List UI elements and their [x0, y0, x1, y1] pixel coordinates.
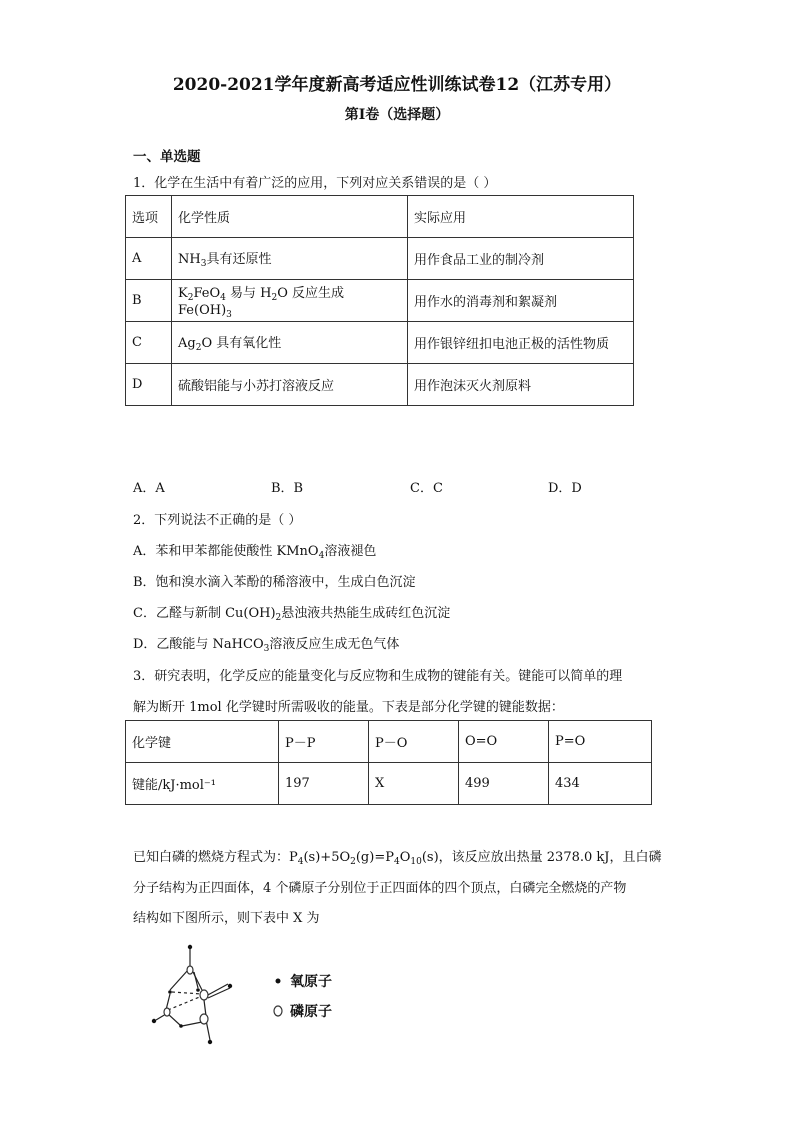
- phosphorus-atom: [187, 966, 193, 974]
- phosphorus-atom: [200, 1014, 208, 1024]
- oxygen-atom: [196, 988, 200, 992]
- choice-b[interactable]: B．B: [271, 481, 304, 496]
- section-heading: 一、单选题: [133, 149, 201, 165]
- question-2-option-a[interactable]: A．苯和甲苯都能使酸性 KMnO$_4$溶液褪色: [133, 544, 377, 561]
- question-3-paragraph-2: 分子结构为正四面体，4 个磷原子分别位于正四面体的四个顶点，白磷完全燃烧的产物: [133, 881, 627, 896]
- application-cell: 用作水的消毒剂和絮凝剂: [408, 280, 634, 322]
- property-cell: $K_2FeO_4$ 易与 $H_2O$ 反应生成 $Fe(OH)_3$: [172, 280, 408, 322]
- option-cell: A: [126, 238, 172, 280]
- value-cell: 434: [549, 763, 652, 805]
- row-label-cell: 键能/kJ·mol⁻¹: [126, 763, 279, 805]
- choice-c[interactable]: C．C: [410, 481, 443, 496]
- header-cell: P－O: [369, 721, 459, 763]
- question-2-stem: 2．下列说法不正确的是（ ）: [133, 513, 302, 528]
- legend-phosphorus-label: 磷原子: [290, 1004, 332, 1020]
- header-cell: 实际应用: [408, 196, 634, 238]
- table-row: [126, 364, 634, 406]
- section-subtitle: 第Ⅰ卷（选择题）: [344, 107, 450, 123]
- bond-energy-table: [125, 720, 652, 805]
- property-cell: $NH_3$具有还原性: [172, 238, 408, 280]
- oxygen-atom: [152, 1019, 156, 1023]
- oxygen-atom: [228, 984, 232, 988]
- phosphorus-atom: [200, 990, 208, 1000]
- option-cell: B: [126, 280, 172, 322]
- legend-oxygen-label: 氧原子: [290, 974, 332, 990]
- property-cell: $Ag_2O$ 具有氧化性: [172, 322, 408, 364]
- value-cell: 197: [279, 763, 369, 805]
- question-2-option-b[interactable]: B．饱和溴水滴入苯酚的稀溶液中，生成白色沉淀: [133, 575, 416, 590]
- p4o10-structure-diagram: [140, 940, 250, 1050]
- option-cell: C: [126, 322, 172, 364]
- question-3-paragraph-3: 结构如下图所示，则下表中 X 为: [133, 911, 320, 926]
- table-row: [126, 280, 634, 322]
- value-cell: 499: [459, 763, 549, 805]
- oxygen-atom: [188, 945, 192, 949]
- header-cell: P－P: [279, 721, 369, 763]
- header-cell: 化学键: [126, 721, 279, 763]
- header-cell: 选项: [126, 196, 172, 238]
- question-2-option-c[interactable]: C．乙醛与新制 $Cu(OH)_2$悬浊液共热能生成砖红色沉淀: [133, 606, 451, 623]
- oxygen-legend-icon: [273, 975, 283, 985]
- question-3-line-1: 3．研究表明，化学反应的能量变化与反应物和生成物的键能有关。键能可以简单的理: [133, 669, 623, 684]
- question-1-stem: 1．化学在生活中有着广泛的应用，下列对应关系错误的是（ ）: [133, 176, 497, 191]
- question-1-table: [125, 195, 634, 406]
- oxygen-atom: [168, 990, 172, 994]
- phosphorus-legend-icon: [272, 1004, 284, 1018]
- application-cell: 用作银锌纽扣电池正极的活性物质: [408, 322, 634, 364]
- application-cell: 用作泡沫灭火剂原料: [408, 364, 634, 406]
- header-cell: 化学性质: [172, 196, 408, 238]
- document-title: 2020-2021学年度新高考适应性训练试卷12（江苏专用）: [172, 75, 622, 95]
- table-row: [126, 322, 634, 364]
- application-cell: 用作食品工业的制冷剂: [408, 238, 634, 280]
- table-row: [126, 238, 634, 280]
- choice-d[interactable]: D．D: [548, 481, 582, 496]
- property-cell: 硫酸铝能与小苏打溶液反应: [172, 364, 408, 406]
- choice-a[interactable]: A．A: [133, 481, 165, 496]
- question-3-paragraph-1: 已知白磷的燃烧方程式为：$P_4(s)+5O_2(g)=P_4O_{10}(s)$，该反应放出热量 2378.0 kJ，且白磷: [133, 850, 662, 867]
- table-header-row: [126, 196, 634, 238]
- table-row: [126, 763, 652, 805]
- oxygen-atom: [208, 1040, 212, 1044]
- phosphorus-atom: [164, 1008, 170, 1016]
- question-2-option-d[interactable]: D．乙酸能与 NaHCO$_3$溶液反应生成无色气体: [133, 637, 400, 654]
- header-cell: O=O: [459, 721, 549, 763]
- option-cell: D: [126, 364, 172, 406]
- table-header-row: [126, 721, 652, 763]
- question-3-line-2: 解为断开 1mol 化学键时所需吸收的能量。下表是部分化学键的键能数据：: [133, 700, 564, 715]
- header-cell: P=O: [549, 721, 652, 763]
- oxygen-atom: [179, 1024, 183, 1028]
- value-cell: X: [369, 763, 459, 805]
